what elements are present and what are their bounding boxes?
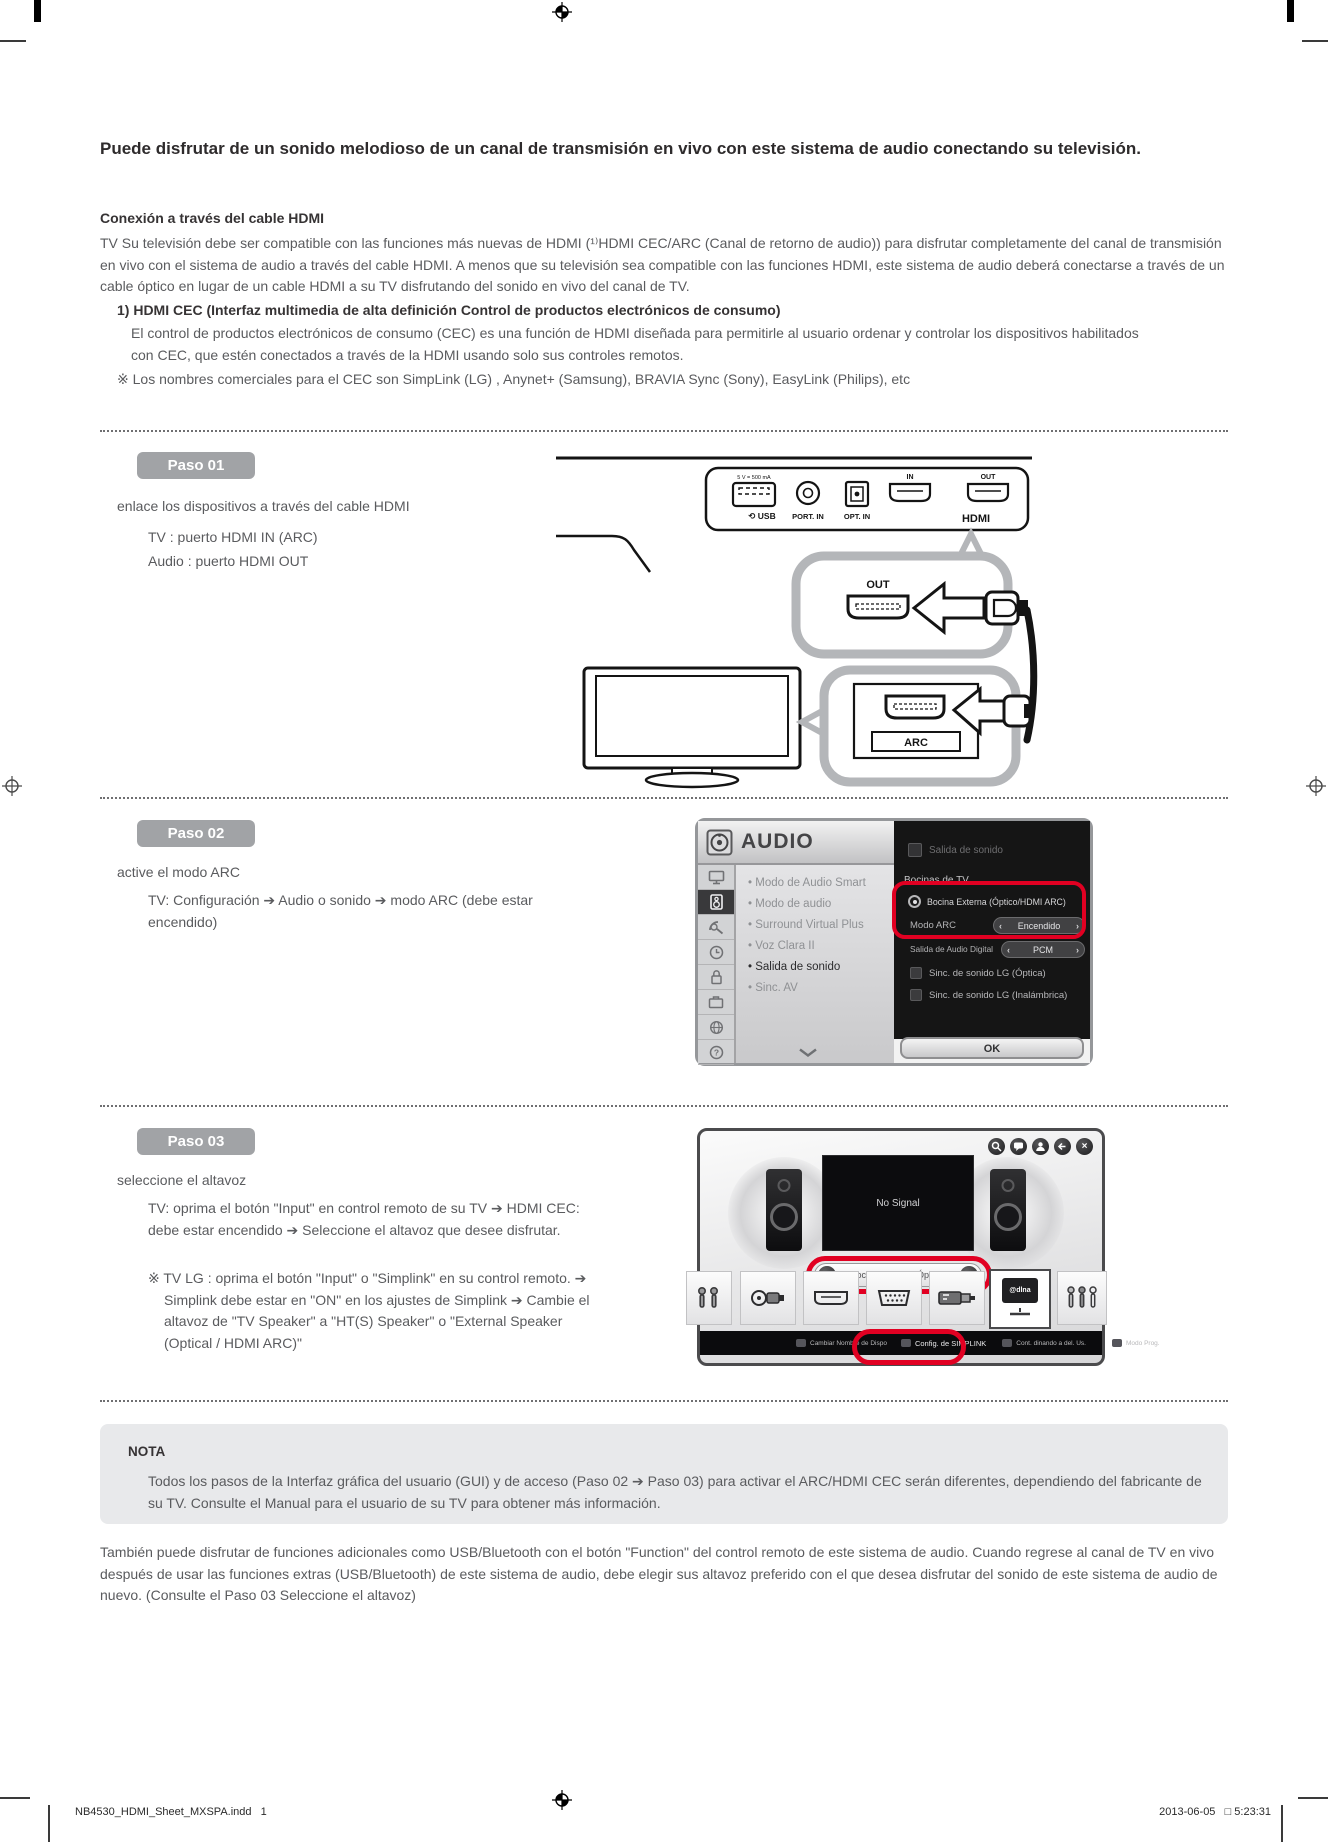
no-signal-screen	[822, 1155, 974, 1251]
tv-speakers-group-label: Bocinas de TV	[904, 875, 969, 886]
out-callout-port-icon	[848, 596, 908, 618]
selector-right-chevron-icon: ›	[1075, 920, 1079, 931]
footer-label: Cambiar Nombre de Dispo	[810, 1339, 887, 1347]
crop-mark-top-right	[1302, 40, 1328, 42]
hdmi-out-label: OUT	[980, 474, 996, 481]
lg-sound-sync-optical-row	[910, 967, 1046, 979]
menu-item-selected: • Salida de sonido	[748, 961, 894, 973]
outro-paragraph: También puede disfrutar de funciones adicionales como USB/Bluetooth con el botón "Function" del control remoto de este sistema de audio. Cuando regrese al canal de TV en vivo después de usar las funciones extras (USB/Bluetooth) de este sistema de audio, debe elegir sus altavoz preferido con el que desea disfrutar del sonido de este sistema de audio de nuevo. (Consulte el Paso 03 Seleccione el altavoz)	[100, 1544, 1218, 1604]
usb-port-icon	[733, 483, 775, 506]
page-title: Puede disfrutar de un sonido melodioso de un canal de transmisión en vivo con este sistema de audio conectando su televisión.	[100, 139, 1142, 158]
slug-separator-right	[1281, 1805, 1283, 1842]
hdmi-in-label: IN	[906, 474, 914, 481]
usb-power-label: 5 V = 500 mA	[737, 475, 771, 481]
hdmi-out-port-icon	[968, 484, 1008, 501]
footer-timestamp: 2013-06-05 □ 5:23:31	[1159, 1806, 1271, 1818]
checkbox-icon	[910, 967, 922, 979]
speaker-selector-value: Bocina	[850, 1270, 878, 1280]
input-tile-dlna-selected	[989, 1269, 1051, 1329]
dotted-divider-3	[100, 1105, 1228, 1107]
input-tile-usb	[929, 1271, 985, 1325]
footer-label: Cont. dinando a del. Us.	[1016, 1339, 1086, 1347]
digital-audio-out-selector	[1001, 941, 1085, 958]
option-category-icon	[698, 990, 734, 1015]
overlay-title-row	[908, 843, 1003, 857]
print-tick-top-right	[1287, 0, 1294, 22]
arc-mode-label: Modo ARC	[910, 920, 956, 931]
footer-filename: NB4530_HDMI_Sheet_MXSPA.indd 1	[75, 1806, 267, 1818]
hdmi-group-label: HDMI	[961, 513, 991, 525]
arc-callout-label: ARC	[904, 737, 928, 749]
optical-in-icon	[846, 482, 868, 506]
paso02-line1: TV: Configuración ➔ Audio o sonido ➔ modo ARC (debe estar encendido)	[148, 892, 533, 930]
note-box	[100, 1424, 1228, 1524]
checkbox-icon	[910, 989, 922, 1001]
arc-mode-value: Encendido	[1017, 920, 1061, 931]
input-tile-vga	[866, 1271, 922, 1325]
dotted-divider-2	[100, 797, 1228, 799]
registration-mark-left	[2, 776, 22, 796]
hdmi-cec-item-body: El control de productos electrónicos de consumo (CEC) es una función de HDMI diseñada para permitirle al usuario ordenar y controlar los dispositivos habilitados con CEC, que estén conectados a través de la HDMI usando solo sus controles remotos.	[131, 325, 1139, 363]
paso01-connection-illustration	[556, 438, 1034, 788]
footer-label: Modo Prog.	[1126, 1339, 1160, 1347]
slug-separator-left	[48, 1805, 50, 1842]
tv-illustration	[584, 668, 800, 787]
out-callout-label: OUT	[866, 579, 890, 591]
port-in-jack-icon	[797, 482, 819, 504]
network-category-icon	[698, 1015, 734, 1040]
remote-key-icon	[1002, 1339, 1012, 1347]
note-title: NOTA	[128, 1444, 166, 1459]
section-heading: Conexión a través del cable HDMI	[100, 210, 325, 226]
search-icon	[988, 1138, 1005, 1155]
lg-sound-sync-wireless-label: Sinc. de sonido LG (Inalámbrica)	[929, 989, 1068, 1001]
setup-category-icon	[698, 915, 734, 940]
cec-brands-note: ※ Los nombres comerciales para el CEC son SimpLink (LG) , Anynet+ (Samsung), BRAVIA Sync (Sony), EasyLink (Philips), etc	[117, 371, 911, 387]
footer-label: Config. de SIMPLINK	[914, 1338, 987, 1348]
svg-text:?: ?	[713, 1047, 719, 1057]
crop-mark-top-left	[0, 40, 26, 42]
selector-left-chevron-icon: ‹	[1007, 944, 1010, 955]
lg-sound-sync-optical-label: Sinc. de sonido LG (Óptica)	[929, 967, 1046, 979]
menu-item: • Voz Clara II	[748, 940, 894, 952]
usb-label: ⟲ USB	[748, 511, 776, 521]
paso01-lead: enlace los dispositivos a través del cable HDMI	[117, 498, 410, 514]
lg-sound-sync-wireless-row	[910, 989, 1067, 1001]
paso03-line1: TV: oprima el botón "Input" en control remoto de su TV ➔ HDMI CEC: debe estar encendido ➔ Seleccione el altavoz que desee disfrutar.	[148, 1200, 580, 1238]
audio-settings-title: AUDIO	[741, 830, 814, 853]
lock-category-icon	[698, 965, 734, 990]
no-signal-label: No Signal	[876, 1197, 920, 1209]
red-highlight-simplink-setting	[852, 1329, 966, 1365]
input-tile-antenna	[740, 1271, 796, 1325]
paso01-line2: Audio : puerto HDMI OUT	[148, 553, 309, 569]
paso02-lead: active el modo ARC	[117, 864, 240, 880]
menu-item: • Modo de Audio Smart	[748, 877, 894, 889]
external-speaker-radio-label: Bocina Externa (Óptico/HDMI ARC)	[927, 896, 1066, 907]
scroll-down-chevron-icon	[798, 1048, 818, 1057]
right-speaker-picture	[990, 1169, 1026, 1251]
audio-settings-left-pane	[698, 821, 894, 1063]
settings-category-rail	[698, 865, 736, 1063]
audio-settings-header	[698, 821, 894, 865]
left-speaker-picture	[766, 1169, 802, 1251]
dim-checkbox-icon	[908, 843, 922, 857]
chat-icon	[1010, 1138, 1027, 1155]
soundbar-bottom-edge	[556, 536, 650, 572]
footer-item-3	[1002, 1339, 1086, 1347]
hdmi-cec-item-title: 1) HDMI CEC (Interfaz multimedia de alta definición Control de productos electrónicos de consumo)	[117, 302, 781, 318]
paso02-badge: Paso 02	[137, 820, 255, 847]
digital-audio-out-value: PCM	[1033, 944, 1053, 955]
audio-header-speaker-icon	[706, 829, 733, 856]
ok-button: OK	[900, 1037, 1084, 1059]
print-tick-top-left	[34, 0, 41, 22]
time-category-icon	[698, 940, 734, 965]
audio-category-icon-selected	[698, 890, 734, 915]
channel-category-icon	[698, 865, 734, 890]
digital-audio-out-row	[894, 941, 1090, 959]
registration-mark-bottom	[552, 1790, 572, 1810]
menu-item: • Modo de audio	[748, 898, 894, 910]
remote-key-icon	[1112, 1339, 1122, 1347]
selector-left-chevron-icon: ‹	[999, 920, 1002, 931]
paso03-tv-input-screenshot	[697, 1128, 1160, 1366]
opt-in-label: OPT. IN	[843, 512, 871, 521]
dotted-divider-4	[100, 1400, 1228, 1402]
digital-audio-out-label: Salida de Audio Digital	[910, 944, 994, 954]
paso01-badge: Paso 01	[137, 452, 255, 479]
dotted-divider-1	[100, 430, 1228, 432]
registration-mark-right	[1306, 776, 1326, 796]
support-category-icon	[698, 1040, 734, 1065]
audio-menu-list	[736, 865, 894, 1063]
close-icon: ×	[1076, 1138, 1093, 1155]
overlay-title: Salida de sonido	[929, 844, 1003, 856]
menu-item: • Surround Virtual Plus	[748, 919, 894, 931]
crop-mark-bottom-right	[1298, 1797, 1328, 1799]
menu-item: • Sinc. AV	[748, 982, 894, 994]
paso03-lead: seleccione el altavoz	[117, 1172, 247, 1188]
return-icon	[1054, 1138, 1071, 1155]
selector-right-chevron-icon: ›	[1076, 944, 1079, 955]
paso03-badge: Paso 03	[137, 1128, 255, 1155]
user-icon	[1032, 1138, 1049, 1155]
input-screen-toolbar	[988, 1138, 1093, 1155]
paso01-line1: TV : puerto HDMI IN (ARC)	[148, 529, 318, 545]
paso03-lg-note: ※ TV LG : oprima el botón "Input" o "Simplink" en su control remoto. ➔ Simplink debe estar en "ON" en los ajustes de Simplink ➔ Cambie el altavoz de "TV Speaker" a "HT(S) Speaker" o "External Speaker (Optical / HDMI ARC)"	[148, 1270, 590, 1352]
remote-key-icon	[796, 1339, 806, 1347]
sound-out-overlay-panel	[894, 821, 1090, 1063]
input-tile-hdmi	[803, 1271, 859, 1325]
dlna-logo: @dlna	[1002, 1278, 1038, 1303]
paso02-tv-audio-settings-screenshot	[695, 818, 1093, 1066]
port-in-label: PORT. IN	[792, 512, 824, 521]
hdmi-in-port-icon	[890, 484, 930, 501]
intro-paragraph: TV Su televisión debe ser compatible con las funciones más nuevas de HDMI (¹⁾HDMI CEC/ARC (Canal de retorno de audio)) para disfrutar completamente del canal de transmisión en vivo con el sistema de audio a través del cable HDMI. A menos que su televisión sea compatible con las funciones HDMI, este sistema de audio deberá conectarse a través de un cable óptico en lugar de un cable HDMI a su TV disfrutando del sonido en vivo del canal de TV.	[100, 235, 1225, 295]
input-tile-component-right	[1057, 1271, 1107, 1325]
note-body: Todos los pasos de la Interfaz gráfica del usuario (GUI) y de acceso (Paso 02 ➔ Paso 03) para activar el ARC/HDMI CEC serán diferentes, dependiendo del fabricante de su TV. Consulte el Manual para el usuario de su TV para obtener más información.	[148, 1473, 1202, 1512]
crop-mark-bottom-left	[0, 1797, 30, 1799]
footer-prog-mode	[1112, 1339, 1160, 1347]
arc-callout-port-icon	[886, 696, 944, 718]
registration-mark-top	[552, 2, 572, 22]
red-highlight-arc-settings	[892, 881, 1086, 939]
input-tile-component-left	[686, 1271, 732, 1325]
